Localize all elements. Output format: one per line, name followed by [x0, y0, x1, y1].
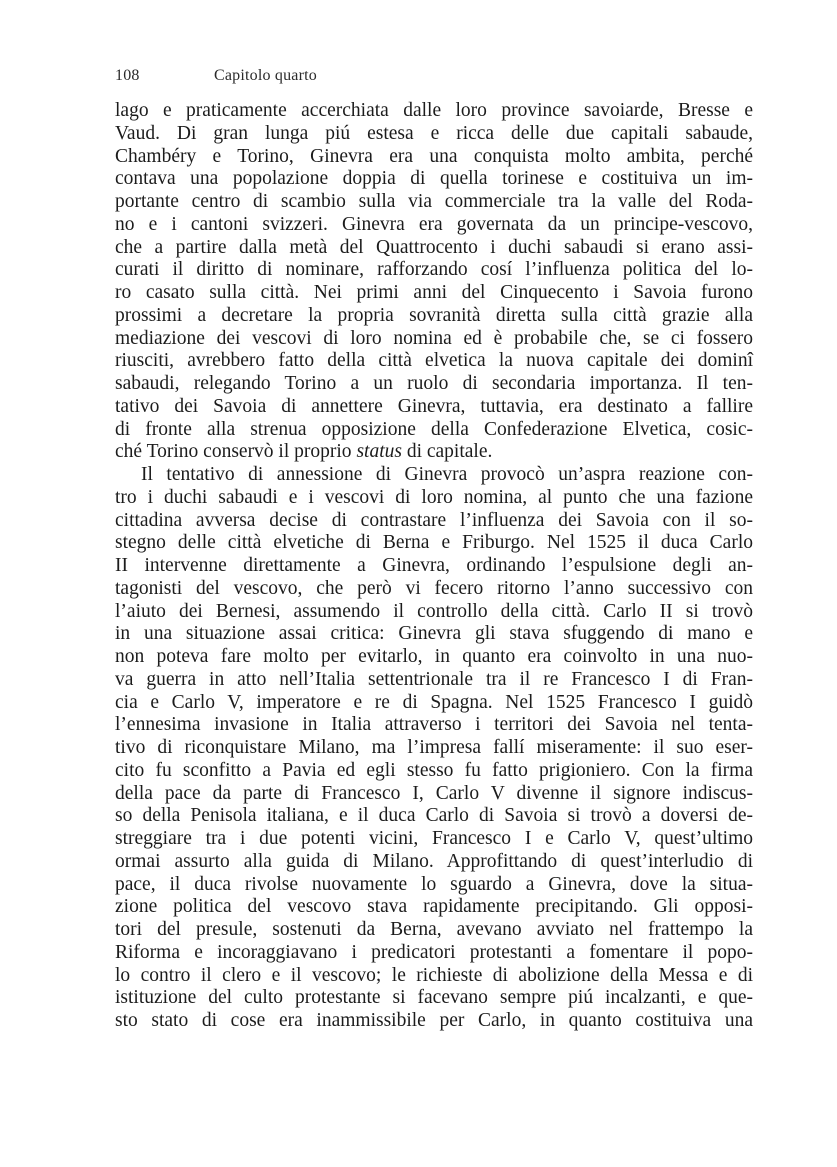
- text-line: II intervenne direttamente a Ginevra, ordinando l’espulsione degli an-: [115, 555, 753, 576]
- text-line: ormai assurto alla guida di Milano. Approfittando di quest’interludio di: [115, 850, 753, 872]
- text-line: cito fu sconfitto a Pavia ed egli stesso fu fatto prigioniero. Con la firma: [115, 759, 753, 781]
- text-line: tro i duchi sabaudi e i vescovi di loro nomina, al punto che una fazione: [115, 486, 753, 508]
- text-line: della pace da parte di Francesco I, Carlo V divenne il signore indiscus-: [115, 782, 753, 804]
- text-line: so della Penisola italiana, e il duca Carlo di Savoia si trovò a doversi de-: [115, 805, 753, 827]
- text-line: lo contro il clero e il vescovo; le richieste di abolizione della Messa e di: [115, 964, 753, 986]
- text-line: pace, il duca rivolse nuovamente lo sguardo a Ginevra, dove la situa-: [115, 873, 753, 895]
- text-line: ro casato sulla città. Nei primi anni del Cinquecento i Savoia furono: [115, 282, 753, 303]
- text-line: riusciti, avrebbero fatto della città elvetica la nuova capitale dei dominî: [115, 350, 753, 372]
- text-line: l’aiuto dei Bernesi, assumendo il controllo della città. Carlo II si trovò: [115, 600, 753, 622]
- page-number: 108: [115, 67, 140, 84]
- running-head: [115, 66, 755, 86]
- text-line: di fronte alla strenua opposizione della Confederazione Elvetica, cosic-: [115, 418, 753, 440]
- text-line: istituzione del culto protestante si facevano sempre piú incalzanti, e que-: [115, 987, 753, 1009]
- paragraph-1: [115, 100, 753, 464]
- text-line: tagonisti del vescovo, che però vi fecero ritorno l’anno successivo con: [115, 577, 753, 599]
- text-line: cittadina avversa decise di contrastare l’influenza dei Savoia con il so-: [115, 509, 753, 531]
- text-line: sto stato di cose era inammissibile per Carlo, in quanto costituiva una: [115, 1010, 753, 1031]
- text-line: l’ennesima invasione in Italia attraverso i territori dei Savoia nel tenta-: [115, 714, 753, 736]
- text-line: zione politica del vescovo stava rapidamente precipitando. Gli opposi-: [115, 896, 753, 918]
- italic-term: status: [356, 441, 402, 463]
- paragraph-2: [115, 464, 753, 1033]
- text-line: Chambéry e Torino, Ginevra era una conquista molto ambita, perché: [115, 145, 753, 167]
- text-line: che a partire dalla metà del Quattrocento i duchi sabaudi si erano assi-: [115, 236, 753, 258]
- text-line: stegno delle città elvetiche di Berna e Friburgo. Nel 1525 il duca Carlo: [115, 532, 753, 554]
- text-segment: di capitale.: [401, 441, 493, 463]
- text-line: cia e Carlo V, imperatore e re di Spagna. Nel 1525 Francesco I guidò: [115, 691, 753, 713]
- body-text: [115, 100, 753, 1033]
- text-line: Il tentativo di annessione di Ginevra provocò un’aspra reazione con-: [141, 464, 753, 485]
- text-line: curati il diritto di nominare, rafforzando cosí l’influenza politica del lo-: [115, 259, 753, 281]
- text-line: portante centro di scambio sulla via commerciale tra la valle del Roda-: [115, 191, 753, 212]
- text-line: mediazione dei vescovi di loro nomina ed è probabile che, se ci fossero: [115, 327, 753, 349]
- text-line: tativo dei Savoia di annettere Ginevra, tuttavia, era destinato a fallire: [115, 395, 753, 417]
- text-line: non poteva fare molto per evitarlo, in quanto era coinvolto in una nuo-: [115, 646, 753, 667]
- text-segment: ché Torino conservò il proprio: [115, 441, 357, 463]
- text-line: va guerra in atto nell’Italia settentrionale tra il re Francesco I di Fran-: [115, 668, 753, 690]
- text-line: tori del presule, sostenuti da Berna, avevano avviato nel frattempo la: [115, 919, 753, 940]
- text-line: lago e praticamente accerchiata dalle loro province savoiarde, Bresse e: [115, 100, 753, 121]
- chapter-title: Capitolo quarto: [214, 67, 317, 84]
- text-line: no e i cantoni svizzeri. Ginevra era governata da un principe-vescovo,: [115, 213, 753, 235]
- text-line: sabaudi, relegando Torino a un ruolo di secondaria importanza. Il ten-: [115, 373, 753, 394]
- text-line: Riforma e incoraggiavano i predicatori protestanti a fomentare il popo-: [115, 941, 753, 963]
- text-line: streggiare tra i due potenti vicini, Francesco I e Carlo V, quest’ultimo: [115, 828, 753, 849]
- text-line: contava una popolazione doppia di quella torinese e costituiva un im-: [115, 168, 753, 190]
- text-line: Vaud. Di gran lunga piú estesa e ricca delle due capitali sabaude,: [115, 122, 753, 144]
- text-line: in una situazione assai critica: Ginevra gli stava sfuggendo di mano e: [115, 623, 753, 645]
- text-line: tivo di riconquistare Milano, ma l’impresa fallí miseramente: il suo eser-: [115, 737, 753, 758]
- text-line-last: [115, 441, 753, 464]
- text-line: prossimi a decretare la propria sovranità diretta sulla città grazie alla: [115, 304, 753, 326]
